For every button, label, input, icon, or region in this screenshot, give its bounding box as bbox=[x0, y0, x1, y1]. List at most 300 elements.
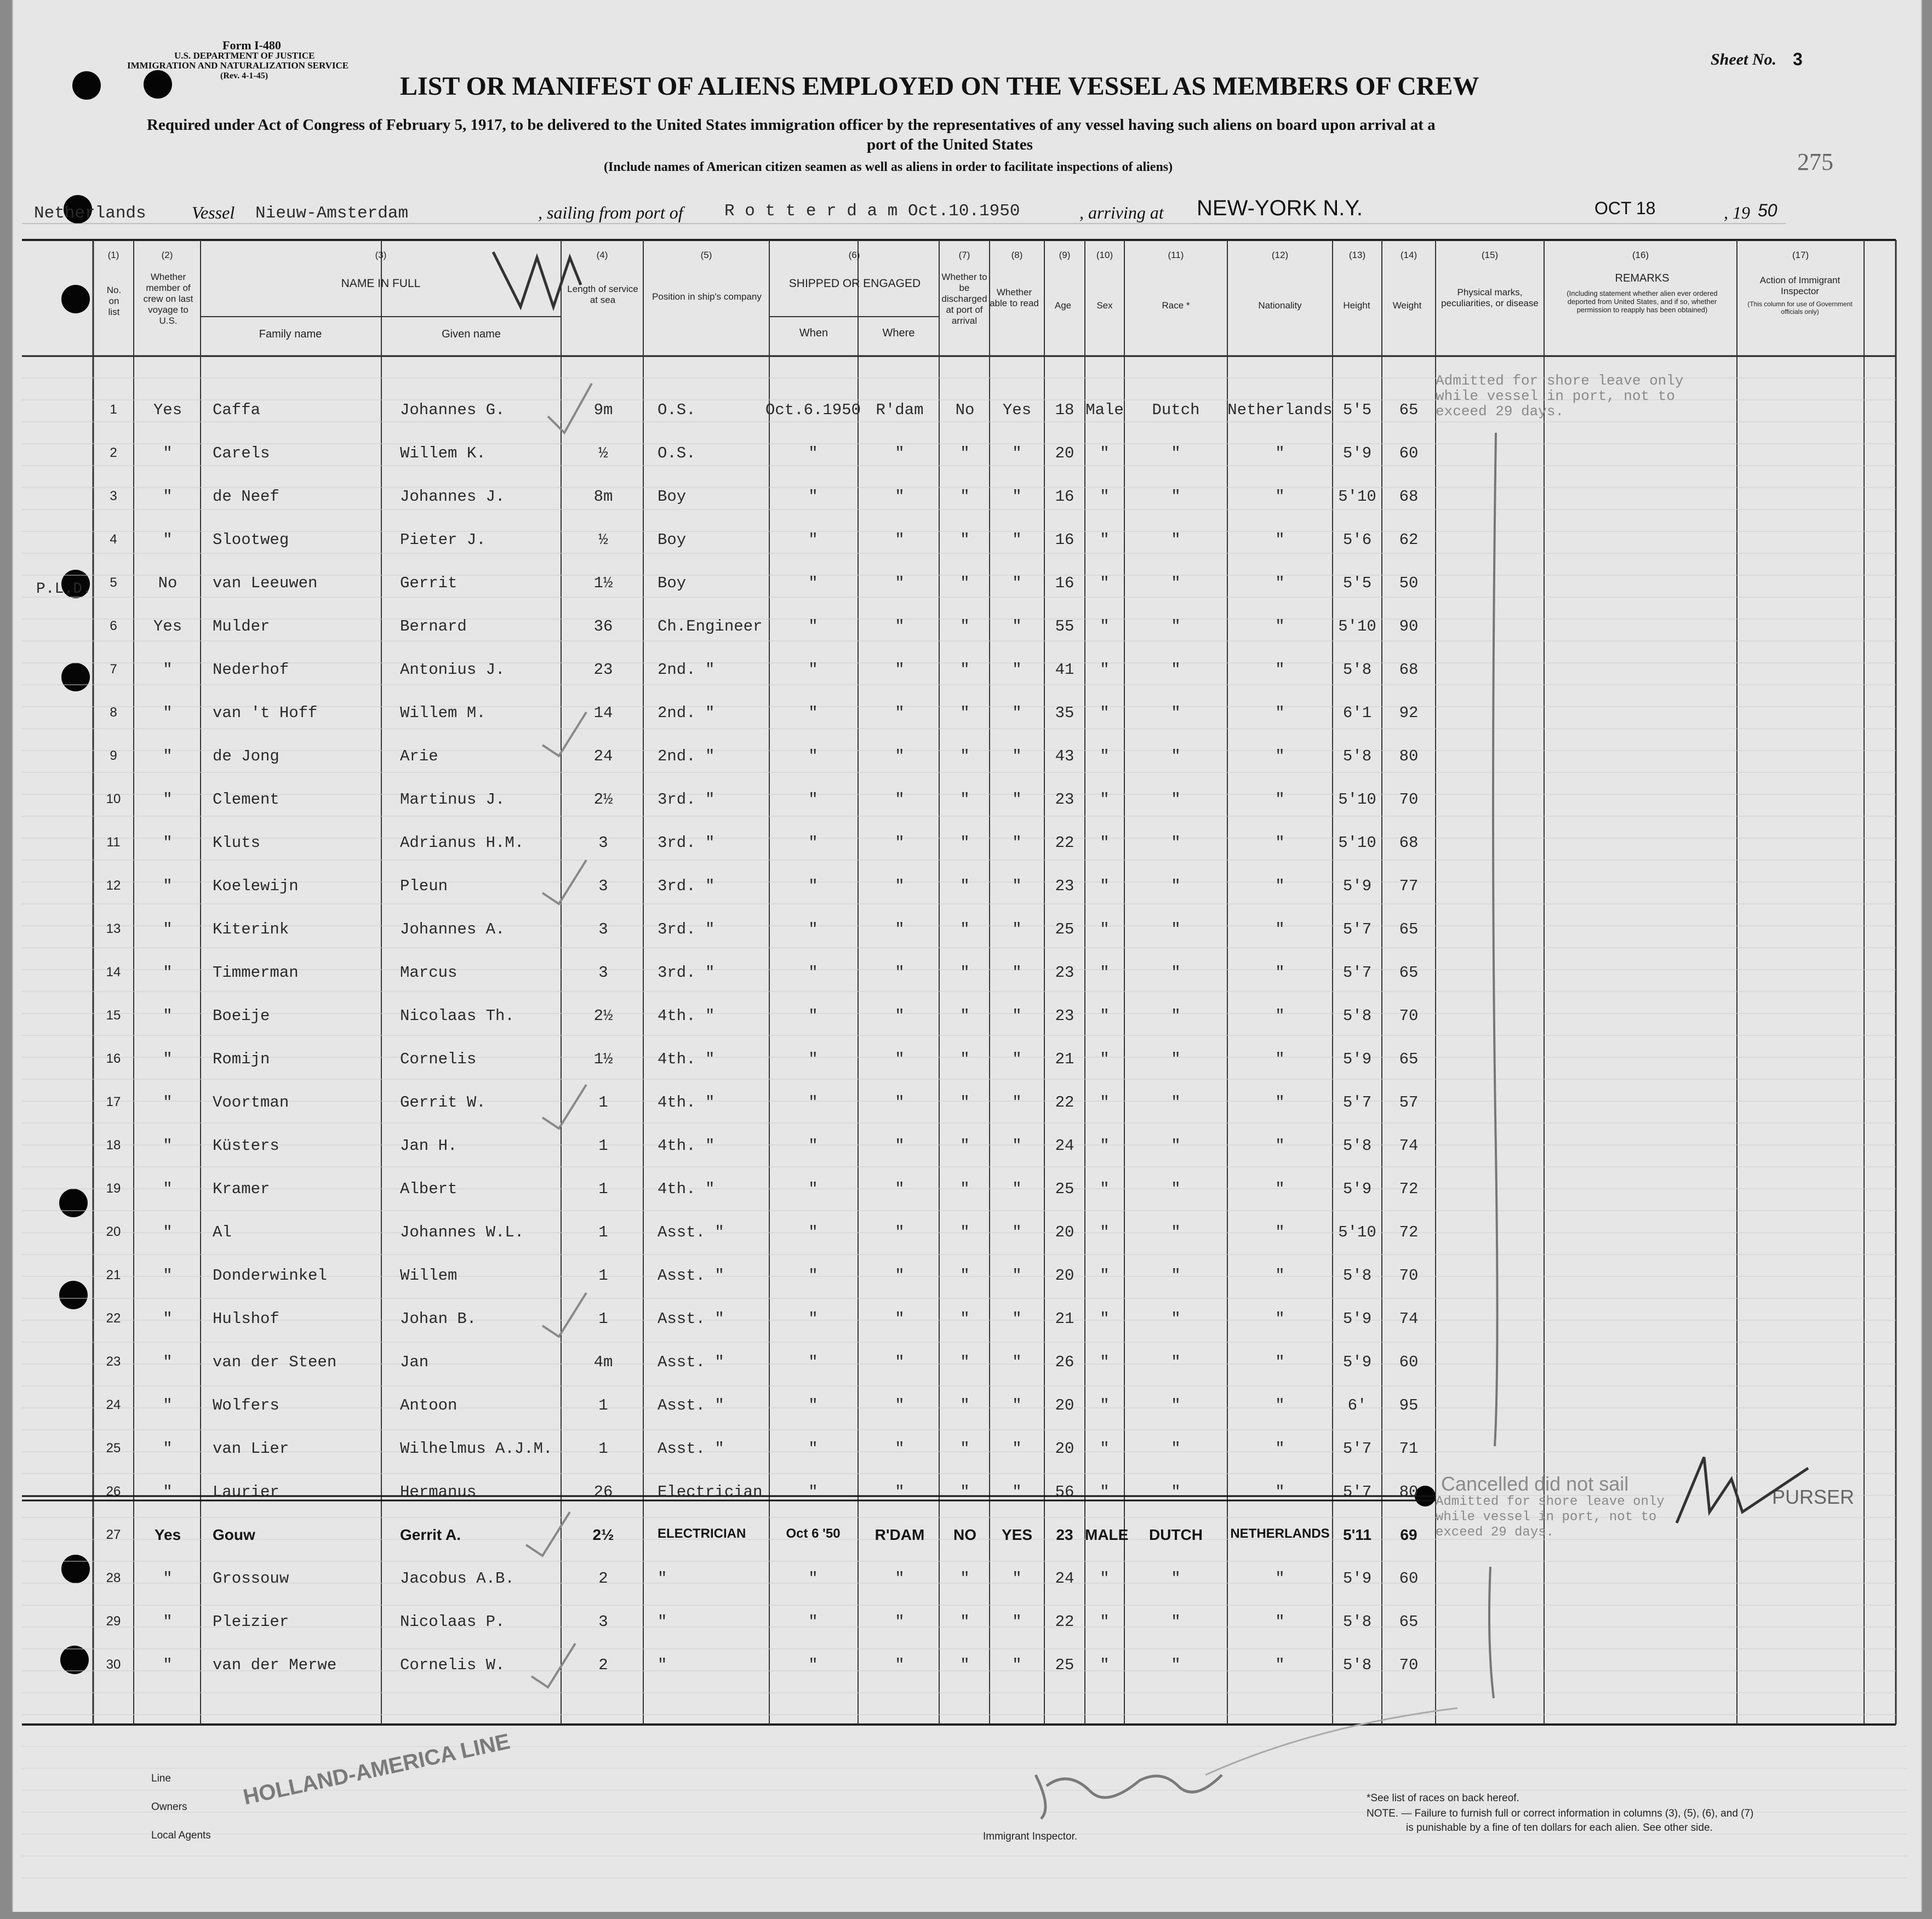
cell-disch: " bbox=[960, 1050, 970, 1068]
cell-weight: 80 bbox=[1399, 747, 1419, 765]
cell-service: 4m bbox=[593, 1353, 613, 1371]
cell-weight: 69 bbox=[1400, 1526, 1417, 1543]
vessel-label: Vessel bbox=[192, 203, 235, 222]
row-number: 4 bbox=[110, 532, 117, 547]
cell-prev: " bbox=[163, 877, 173, 895]
cell-height: 5'9 bbox=[1342, 1050, 1372, 1068]
cell-family: Küsters bbox=[213, 1137, 279, 1155]
cell-service: 1½ bbox=[593, 574, 613, 592]
cell-race: " bbox=[1171, 661, 1181, 679]
cell-age: 22 bbox=[1055, 1093, 1074, 1112]
cell-when: " bbox=[808, 790, 818, 809]
cell-service: 1 bbox=[598, 1223, 608, 1241]
cell-height: 5'8 bbox=[1342, 1656, 1372, 1674]
row-number: 23 bbox=[106, 1354, 121, 1369]
cell-read: " bbox=[1012, 790, 1022, 809]
row-number: 13 bbox=[106, 921, 121, 936]
sailing-label: , sailing from port of bbox=[538, 203, 683, 222]
col-header-6b: Where bbox=[882, 327, 915, 339]
cell-family: van der Merwe bbox=[213, 1656, 337, 1674]
cell-disch: " bbox=[960, 1656, 970, 1674]
line-label: Line bbox=[151, 1773, 171, 1784]
cell-height: 5'5 bbox=[1342, 401, 1372, 419]
cell-weight: 77 bbox=[1399, 877, 1419, 895]
row-number: 16 bbox=[106, 1051, 121, 1066]
cell-family: Al bbox=[213, 1223, 232, 1241]
row-number: 21 bbox=[106, 1268, 121, 1282]
row-number: 30 bbox=[106, 1657, 121, 1672]
owners-label: Owners bbox=[151, 1801, 187, 1813]
cell-prev: " bbox=[163, 661, 173, 679]
cell-weight: 65 bbox=[1399, 401, 1419, 419]
cell-age: 16 bbox=[1055, 574, 1074, 592]
cell-prev: " bbox=[163, 834, 173, 852]
penalty-note-1: NOTE. — Failure to furnish full or correct information in columns (3), (5), (6), and (7) bbox=[1367, 1808, 1754, 1819]
cell-sex: " bbox=[1100, 1137, 1110, 1155]
cell-nat: " bbox=[1275, 488, 1285, 506]
cell-nat: " bbox=[1275, 877, 1285, 895]
cell-age: 20 bbox=[1055, 1223, 1074, 1241]
cell-height: 5'6 bbox=[1342, 531, 1372, 549]
sheet-number: 3 bbox=[1793, 49, 1803, 69]
manifest-title: LIST OR MANIFEST OF ALIENS EMPLOYED ON THE VESSEL AS MEMBERS OF CREW bbox=[400, 72, 1479, 101]
remark-shore-leave: Admitted for shore leave only bbox=[1436, 373, 1684, 389]
cell-weight: 50 bbox=[1399, 574, 1419, 592]
cell-age: 24 bbox=[1055, 1137, 1074, 1155]
cell-nat: " bbox=[1275, 920, 1285, 938]
cell-given: Johannes G. bbox=[400, 401, 505, 419]
column-number: (14) bbox=[1400, 250, 1417, 260]
cell-given: Johan B. bbox=[400, 1310, 477, 1328]
row-number: 25 bbox=[106, 1441, 121, 1456]
cell-race: " bbox=[1171, 704, 1181, 722]
cell-read: " bbox=[1012, 920, 1022, 938]
cell-age: 18 bbox=[1055, 401, 1074, 419]
cell-sex: Male bbox=[1085, 401, 1124, 419]
cell-service: 1 bbox=[598, 1093, 608, 1112]
cell-race: " bbox=[1171, 1396, 1181, 1414]
cell-disch: " bbox=[960, 1569, 970, 1588]
cell-where: " bbox=[895, 1267, 905, 1285]
cell-where: " bbox=[895, 617, 905, 635]
cell-read: " bbox=[1012, 704, 1022, 722]
cell-when: " bbox=[808, 1613, 818, 1631]
row-number: 6 bbox=[110, 618, 117, 633]
cell-read: " bbox=[1012, 1396, 1022, 1414]
cell-sex: " bbox=[1100, 1613, 1110, 1631]
cell-sex: " bbox=[1100, 1050, 1110, 1068]
cell-given: Pieter J. bbox=[400, 531, 486, 549]
cell-given: Jacobus A.B. bbox=[400, 1569, 515, 1588]
cell-position: O.S. bbox=[658, 401, 696, 419]
cell-where: " bbox=[895, 1613, 905, 1631]
cell-disch: " bbox=[960, 747, 970, 765]
cell-sex: " bbox=[1100, 488, 1110, 506]
cell-service: 8m bbox=[593, 488, 613, 506]
cell-where: " bbox=[895, 488, 905, 506]
cell-prev: " bbox=[163, 1093, 173, 1112]
cell-family: Grossouw bbox=[213, 1569, 289, 1588]
cell-given: Nicolaas P. bbox=[400, 1613, 505, 1631]
cell-height: 5'8 bbox=[1342, 1007, 1372, 1025]
local-agents-label: Local Agents bbox=[151, 1830, 211, 1841]
col-header-3a: Family name bbox=[259, 328, 322, 340]
cell-when: " bbox=[808, 488, 818, 506]
cell-age: 55 bbox=[1055, 617, 1074, 635]
cell-height: 5'8 bbox=[1342, 1137, 1372, 1155]
cell-nat: " bbox=[1275, 1007, 1285, 1025]
cell-age: 20 bbox=[1055, 1396, 1074, 1414]
cell-given: Wilhelmus A.J.M. bbox=[400, 1440, 553, 1458]
cell-disch: " bbox=[960, 661, 970, 679]
col-header-14: Weight bbox=[1392, 300, 1422, 311]
column-number: (9) bbox=[1059, 250, 1071, 260]
cell-when: " bbox=[808, 1353, 818, 1371]
row-number: 15 bbox=[106, 1008, 121, 1023]
cell-disch: " bbox=[960, 1483, 970, 1501]
cell-weight: 70 bbox=[1399, 790, 1419, 809]
cell-family: Kluts bbox=[213, 834, 261, 852]
sheet-label: Sheet No. bbox=[1711, 50, 1776, 68]
col-header-12: Nationality bbox=[1258, 300, 1302, 311]
cell-nat: " bbox=[1275, 1137, 1285, 1155]
cell-nat: " bbox=[1275, 1396, 1285, 1414]
arriving-label: , arriving at bbox=[1079, 203, 1164, 222]
column-number: (3) bbox=[375, 250, 387, 260]
cell-sex: " bbox=[1100, 920, 1110, 938]
cell-height: 5'8 bbox=[1342, 747, 1372, 765]
cell-prev: " bbox=[163, 1223, 173, 1241]
company-stamp: HOLLAND-AMERICA LINE bbox=[241, 1729, 512, 1810]
cell-weight: 65 bbox=[1399, 920, 1419, 938]
row-number: 2 bbox=[110, 445, 117, 460]
cell-age: 20 bbox=[1055, 1440, 1074, 1458]
flag-country: Netherlands bbox=[34, 204, 146, 223]
cell-when: " bbox=[808, 444, 818, 462]
cell-family: Donderwinkel bbox=[213, 1267, 327, 1285]
cell-prev: " bbox=[163, 1007, 173, 1025]
cell-weight: 65 bbox=[1399, 1613, 1419, 1631]
cell-nat: " bbox=[1275, 1267, 1285, 1285]
cell-service: 2 bbox=[598, 1569, 608, 1588]
cell-nat: Netherlands bbox=[1227, 401, 1333, 419]
cell-read: " bbox=[1012, 1310, 1022, 1328]
cell-family: Slootweg bbox=[213, 531, 289, 549]
cell-prev: Yes bbox=[153, 401, 182, 419]
cell-weight: 62 bbox=[1399, 531, 1419, 549]
cell-age: 41 bbox=[1055, 661, 1074, 679]
cell-where: " bbox=[895, 920, 905, 938]
col-header-16-note: (Including statement whether alien ever ordered deported from United States, and if so, whether permission to reapply has been obtained) bbox=[1567, 289, 1718, 314]
cell-height: 5'7 bbox=[1342, 1093, 1372, 1112]
cell-race: " bbox=[1171, 531, 1181, 549]
cell-nat: " bbox=[1275, 661, 1285, 679]
cell-nat: " bbox=[1275, 1180, 1285, 1198]
cell-disch: " bbox=[960, 964, 970, 982]
cell-sex: " bbox=[1100, 1440, 1110, 1458]
cell-read: " bbox=[1012, 1223, 1022, 1241]
cell-height: 6' bbox=[1347, 1396, 1367, 1414]
cell-disch: No bbox=[955, 401, 975, 419]
arrival-port: NEW-YORK N.Y. bbox=[1197, 196, 1363, 220]
cell-race: " bbox=[1171, 1050, 1181, 1068]
col-header-17-note: (This column for use of Government officials only) bbox=[1747, 300, 1853, 316]
row-number: 5 bbox=[110, 575, 117, 590]
cell-when: " bbox=[808, 531, 818, 549]
cell-when: " bbox=[808, 1137, 818, 1155]
cell-family: Pleizier bbox=[213, 1613, 289, 1631]
cell-sex: " bbox=[1100, 1656, 1110, 1674]
cell-read: Yes bbox=[1002, 401, 1032, 419]
cell-read: " bbox=[1012, 1093, 1022, 1112]
cell-race: DUTCH bbox=[1149, 1526, 1203, 1543]
cell-prev: " bbox=[163, 1310, 173, 1328]
year-prefix: , 19 bbox=[1724, 203, 1750, 222]
cell-disch: NO bbox=[953, 1526, 976, 1543]
cell-sex: " bbox=[1100, 1483, 1110, 1501]
cell-nat: " bbox=[1275, 1050, 1285, 1068]
cell-weight: 60 bbox=[1399, 444, 1419, 462]
cell-where: " bbox=[895, 1137, 905, 1155]
cell-nat: " bbox=[1275, 1613, 1285, 1631]
cell-height: 5'5 bbox=[1342, 574, 1372, 592]
column-number: (17) bbox=[1792, 250, 1809, 260]
cell-sex: " bbox=[1100, 704, 1110, 722]
cell-age: 23 bbox=[1055, 1007, 1074, 1025]
remark-shore-leave: while vessel in port, not to bbox=[1436, 1510, 1657, 1525]
cell-prev: " bbox=[163, 1396, 173, 1414]
remark-shore-leave: Admitted for shore leave only bbox=[1436, 1494, 1665, 1509]
form-number: Form I-480 bbox=[222, 38, 281, 52]
cell-position: 3rd. " bbox=[658, 834, 715, 852]
cell-sex: " bbox=[1100, 1353, 1110, 1371]
cell-weight: 65 bbox=[1399, 964, 1419, 982]
row-number: 7 bbox=[110, 662, 117, 677]
cell-service: 23 bbox=[593, 661, 613, 679]
column-number: (10) bbox=[1096, 250, 1113, 260]
cell-nat: " bbox=[1275, 1353, 1285, 1371]
ditto-line bbox=[1489, 1567, 1494, 1698]
cell-service: 36 bbox=[593, 617, 613, 635]
cell-position: 3rd. " bbox=[658, 964, 715, 982]
cell-nat: " bbox=[1275, 1569, 1285, 1588]
cell-disch: " bbox=[960, 1180, 970, 1198]
cell-disch: " bbox=[960, 1093, 970, 1112]
form-service: IMMIGRATION AND NATURALIZATION SERVICE bbox=[127, 60, 349, 71]
form-department: U.S. DEPARTMENT OF JUSTICE bbox=[174, 50, 315, 61]
cell-age: 24 bbox=[1055, 1569, 1074, 1588]
cell-nat: " bbox=[1275, 1223, 1285, 1241]
cell-service: 2½ bbox=[593, 790, 613, 809]
cell-disch: " bbox=[960, 1137, 970, 1155]
cell-disch: " bbox=[960, 574, 970, 592]
cell-sex: " bbox=[1100, 747, 1110, 765]
cell-family: Gouw bbox=[213, 1526, 255, 1543]
cell-sex: " bbox=[1100, 617, 1110, 635]
cell-where: " bbox=[895, 1050, 905, 1068]
cell-weight: 74 bbox=[1399, 1310, 1419, 1328]
cell-service: 2½ bbox=[592, 1526, 614, 1543]
col-header-1: No. on list bbox=[106, 285, 122, 317]
cell-where: " bbox=[895, 834, 905, 852]
cell-read: " bbox=[1012, 574, 1022, 592]
cancelled-note: Cancelled did not sail bbox=[1441, 1473, 1629, 1495]
cell-height: 5'8 bbox=[1342, 661, 1372, 679]
cell-disch: " bbox=[960, 1310, 970, 1328]
cell-sex: " bbox=[1100, 1310, 1110, 1328]
cell-prev: Yes bbox=[153, 617, 182, 635]
cell-prev: " bbox=[163, 488, 173, 506]
vessel-name: Nieuw-Amsterdam bbox=[255, 204, 409, 223]
cell-position: ELECTRICIAN bbox=[658, 1526, 746, 1541]
cell-given: Cornelis W. bbox=[400, 1656, 505, 1674]
col-header-6a: When bbox=[799, 327, 828, 339]
cell-height: 5'7 bbox=[1342, 920, 1372, 938]
penalty-note-2: is punishable by a fine of ten dollars for each alien. See other side. bbox=[1406, 1822, 1713, 1834]
cell-race: " bbox=[1171, 574, 1181, 592]
cell-position: Electrician bbox=[658, 1483, 763, 1501]
cell-weight: 57 bbox=[1399, 1093, 1419, 1112]
cell-where: R'DAM bbox=[874, 1526, 925, 1543]
row-number: 18 bbox=[106, 1138, 121, 1153]
cell-where: " bbox=[895, 1310, 905, 1328]
cell-where: " bbox=[895, 877, 905, 895]
cell-read: " bbox=[1012, 834, 1022, 852]
cell-family: Nederhof bbox=[213, 661, 289, 679]
cell-read: " bbox=[1012, 661, 1022, 679]
cell-height: 5'9 bbox=[1342, 1353, 1372, 1371]
cell-where: " bbox=[895, 1007, 905, 1025]
cell-sex: " bbox=[1100, 964, 1110, 982]
cell-when: " bbox=[808, 920, 818, 938]
cell-age: 23 bbox=[1055, 964, 1074, 982]
row-number: 19 bbox=[106, 1181, 121, 1196]
cell-height: 5'9 bbox=[1342, 877, 1372, 895]
cell-where: " bbox=[895, 1569, 905, 1588]
cell-family: van Lier bbox=[213, 1440, 289, 1458]
purser-stamp: PURSER bbox=[1772, 1486, 1855, 1508]
cell-nat: " bbox=[1275, 834, 1285, 852]
cell-disch: " bbox=[960, 790, 970, 809]
cell-age: 56 bbox=[1055, 1483, 1074, 1501]
cell-height: 5'7 bbox=[1342, 1483, 1372, 1501]
cell-service: 3 bbox=[598, 920, 608, 938]
cell-given: Jan H. bbox=[400, 1137, 458, 1155]
cell-race: " bbox=[1171, 790, 1181, 809]
row-number: 9 bbox=[110, 748, 117, 763]
cell-disch: " bbox=[960, 877, 970, 895]
cell-family: Voortman bbox=[213, 1093, 289, 1112]
cell-position: 3rd. " bbox=[658, 877, 715, 895]
cell-service: 3 bbox=[598, 964, 608, 982]
row-number: 3 bbox=[110, 489, 117, 503]
cell-given: Gerrit bbox=[400, 574, 458, 592]
cell-given: Martinus J. bbox=[400, 790, 505, 809]
cell-weight: 68 bbox=[1399, 488, 1419, 506]
cell-read: YES bbox=[1001, 1526, 1033, 1543]
cell-sex: " bbox=[1100, 1007, 1110, 1025]
cell-read: " bbox=[1012, 1656, 1022, 1674]
row-number: 28 bbox=[106, 1571, 121, 1585]
remark-shore-leave: exceed 29 days. bbox=[1436, 1525, 1554, 1540]
cell-family: Koelewijn bbox=[213, 877, 299, 895]
cell-when: " bbox=[808, 661, 818, 679]
cell-sex: " bbox=[1100, 790, 1110, 809]
cell-service: 1 bbox=[598, 1137, 608, 1155]
cell-height: 5'10 bbox=[1338, 617, 1376, 635]
form-revision: (Rev. 4-1-45) bbox=[220, 71, 268, 81]
cell-weight: 80 bbox=[1399, 1483, 1419, 1501]
col-header-2: Whether member of crew on last voyage to U.S. bbox=[143, 272, 193, 326]
cell-prev: " bbox=[163, 1483, 173, 1501]
cell-read: " bbox=[1012, 1137, 1022, 1155]
cell-height: 5'7 bbox=[1342, 1440, 1372, 1458]
cell-given: Cornelis bbox=[400, 1050, 477, 1068]
cell-position: 2nd. " bbox=[658, 704, 715, 722]
races-note: *See list of races on back hereof. bbox=[1367, 1792, 1519, 1804]
cell-position: " bbox=[658, 1656, 667, 1674]
cell-race: " bbox=[1171, 1483, 1181, 1501]
cell-nat: NETHERLANDS bbox=[1230, 1526, 1330, 1541]
cell-age: 43 bbox=[1055, 747, 1074, 765]
cell-nat: " bbox=[1275, 1093, 1285, 1112]
cell-family: Laurier bbox=[213, 1483, 279, 1501]
column-number: (16) bbox=[1632, 250, 1649, 260]
cell-given: Nicolaas Th. bbox=[400, 1007, 515, 1025]
row-number: 10 bbox=[106, 792, 121, 806]
cell-race: " bbox=[1171, 1310, 1181, 1328]
cell-position: Boy bbox=[658, 531, 687, 549]
col-header-5: Position in ship's company bbox=[652, 291, 762, 302]
cell-age: 20 bbox=[1055, 1267, 1074, 1285]
cell-nat: " bbox=[1275, 574, 1285, 592]
cell-family: van der Steen bbox=[213, 1353, 337, 1371]
cell-family: de Neef bbox=[213, 488, 279, 506]
cell-weight: 68 bbox=[1399, 834, 1419, 852]
cell-disch: " bbox=[960, 531, 970, 549]
cell-nat: " bbox=[1275, 1483, 1285, 1501]
col-header-9: Age bbox=[1054, 300, 1072, 311]
cell-disch: " bbox=[960, 1440, 970, 1458]
cell-age: 25 bbox=[1055, 1656, 1074, 1674]
col-header-6: SHIPPED OR ENGAGED bbox=[788, 277, 921, 290]
cell-read: " bbox=[1012, 1613, 1022, 1631]
row-number: 17 bbox=[106, 1095, 121, 1109]
column-number: (8) bbox=[1011, 250, 1023, 260]
cell-age: 22 bbox=[1055, 1613, 1074, 1631]
cell-read: " bbox=[1012, 964, 1022, 982]
cell-race: " bbox=[1171, 1223, 1181, 1241]
cell-race: " bbox=[1171, 964, 1181, 982]
cell-height: 5'10 bbox=[1338, 1223, 1376, 1241]
cell-age: 23 bbox=[1055, 790, 1074, 809]
cell-age: 23 bbox=[1055, 877, 1074, 895]
cell-family: Hulshof bbox=[213, 1310, 279, 1328]
cell-weight: 70 bbox=[1399, 1656, 1419, 1674]
cell-age: 21 bbox=[1055, 1310, 1074, 1328]
cell-where: " bbox=[895, 1180, 905, 1198]
cell-position: Asst. " bbox=[658, 1310, 724, 1328]
cell-prev: " bbox=[163, 1137, 173, 1155]
cell-race: " bbox=[1171, 877, 1181, 895]
cell-when: " bbox=[808, 617, 818, 635]
departure-port: R o t t e r d a m Oct.10.1950 bbox=[724, 202, 1020, 221]
cell-race: " bbox=[1171, 1180, 1181, 1198]
cell-prev: " bbox=[163, 444, 173, 462]
cell-age: 22 bbox=[1055, 834, 1074, 852]
cell-position: 4th. " bbox=[658, 1050, 715, 1068]
cell-when: " bbox=[808, 1396, 818, 1414]
